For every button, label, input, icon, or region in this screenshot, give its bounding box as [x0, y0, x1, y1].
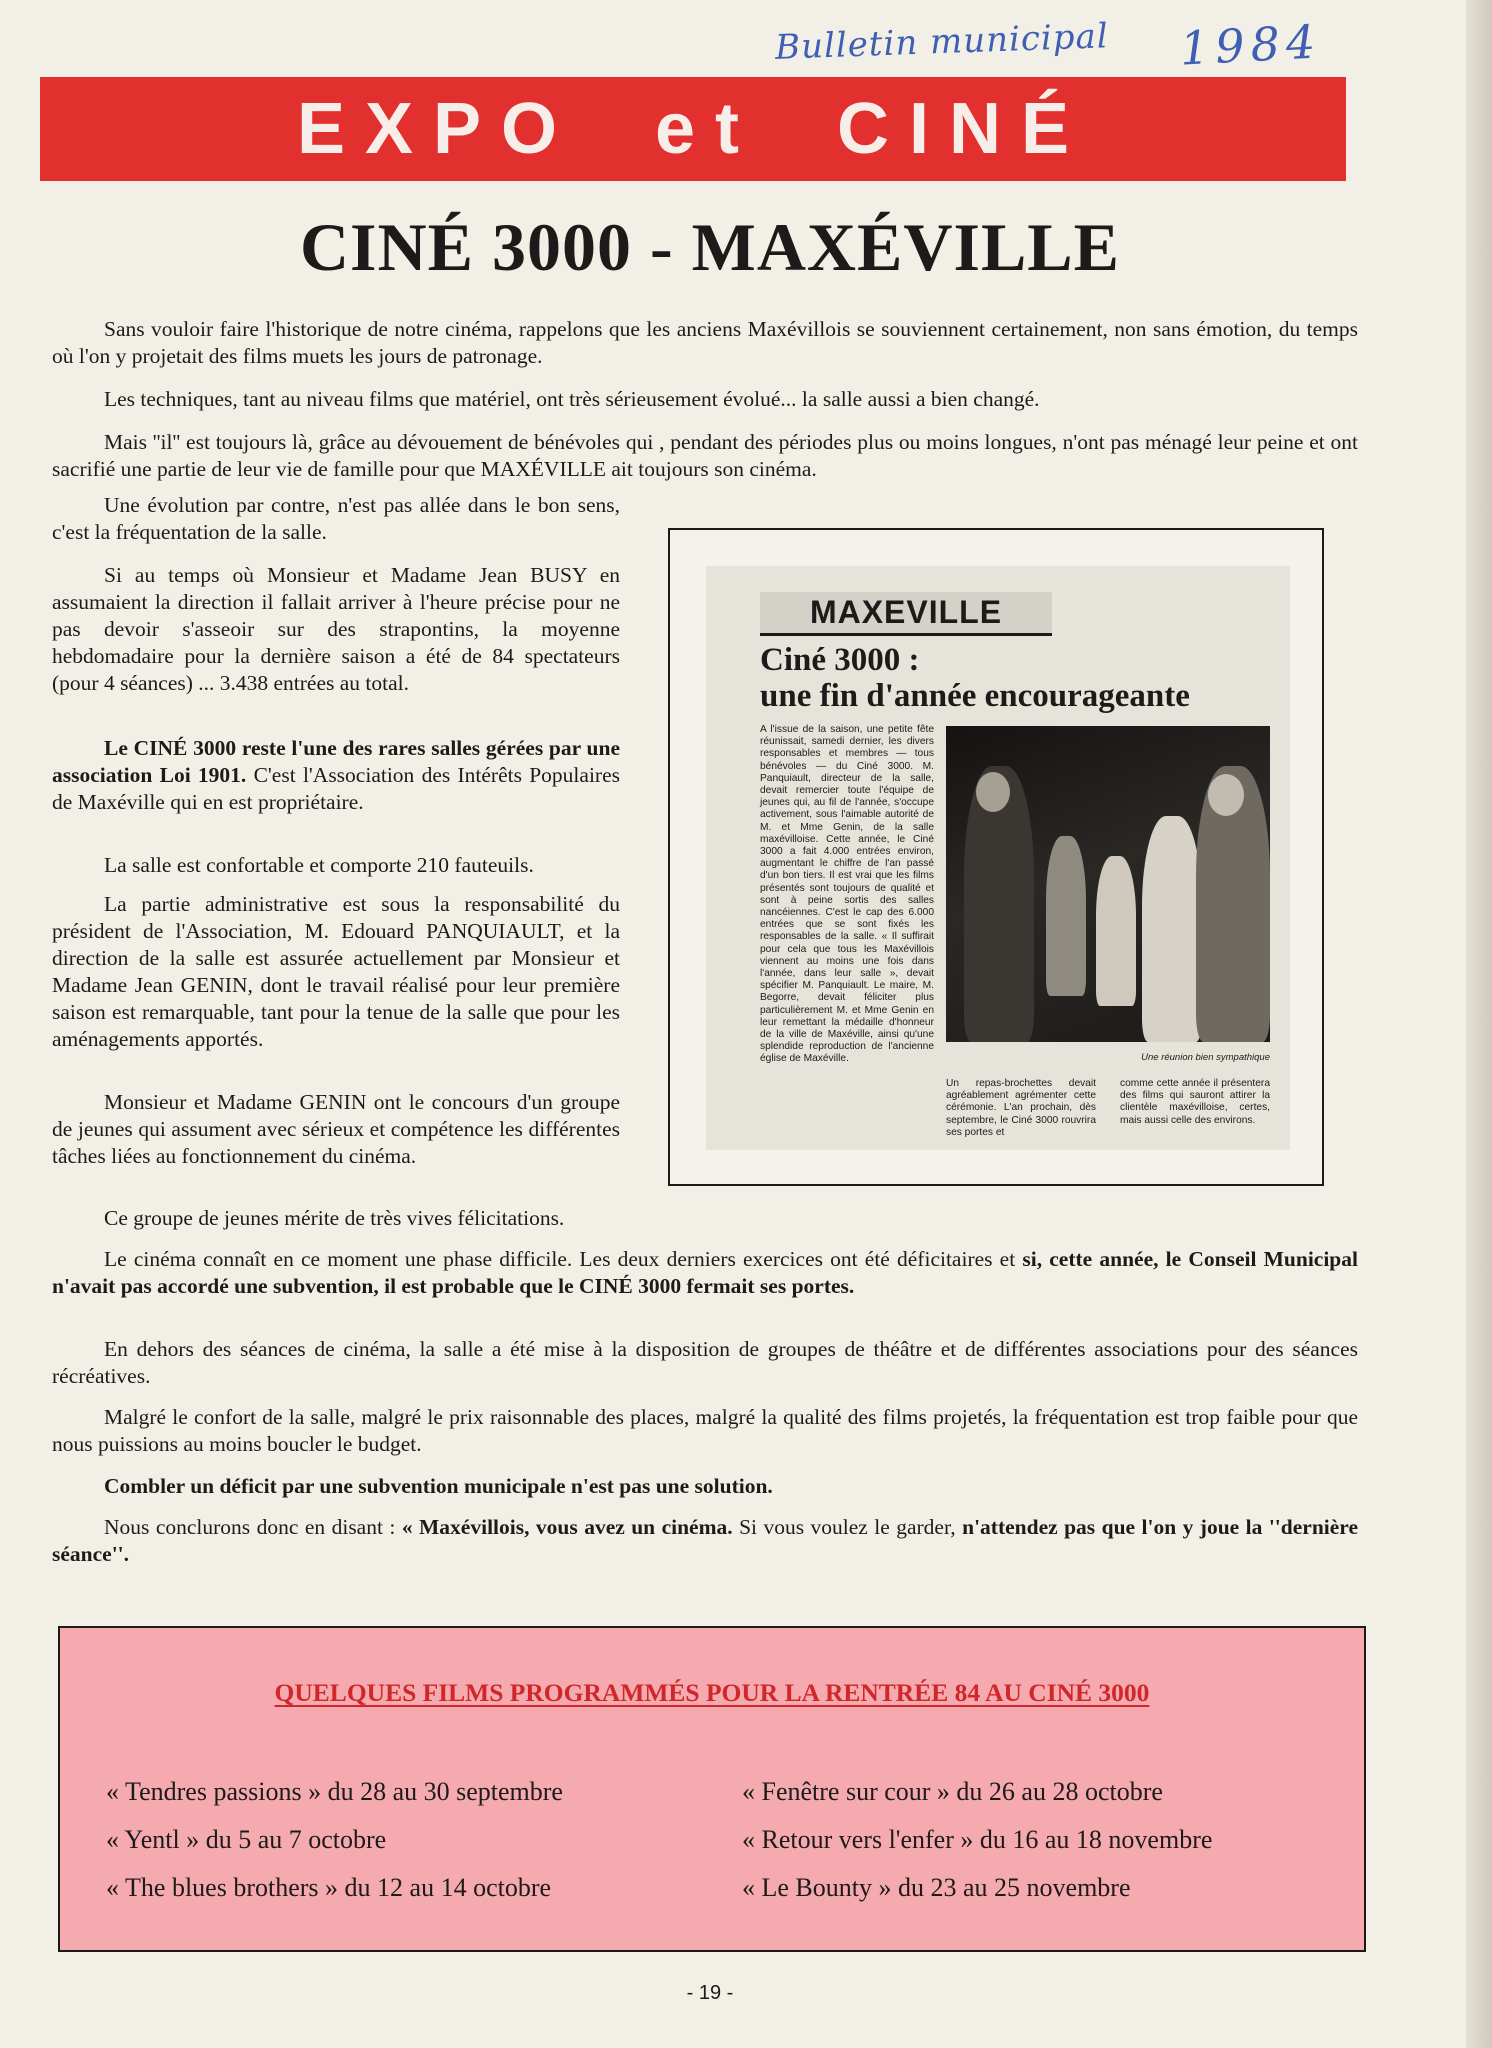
film-program-title [60, 1678, 1364, 1708]
conclusion-highlight-1: « Maxévillois, vous avez un cinéma. [401, 1515, 733, 1539]
film-list-left [106, 1768, 563, 1912]
paragraph-youth-group: Monsieur et Madame GENIN ont le concours d'un groupe de jeunes qui assument avec sérieux et compétence les différentes tâches liées au fonctionnement du cinéma. [52, 1090, 620, 1168]
film-item: « Retour vers l'enfer » du 16 au 18 novembre [742, 1825, 1213, 1854]
film-item: « Fenêtre sur cour » du 26 au 28 octobre [742, 1777, 1163, 1806]
paragraph-seats: La salle est confortable et comporte 210 fauteuils. [104, 853, 534, 877]
photo-face [1208, 774, 1244, 816]
paragraph-conclusion [52, 1514, 1358, 1568]
difficulties-text: Le cinéma connaît en ce moment une phase difficile. Les deux derniers exercices ont été déficitaires et [104, 1247, 1023, 1271]
paragraph-administration: La partie administrative est sous la responsabilité du président de l'Association, M. Edouard PANQUIAULT, et la direction de la salle est assurée actuellement par Monsieur et Madame Jean GENIN, dont le travail réalisé pour leur première saison est remarquable, tant pour la tenue de la salle que pour les aménagements apportés. [52, 892, 620, 1051]
page-edge [1466, 0, 1492, 2048]
section-banner [40, 77, 1346, 181]
paragraph-other-uses: En dehors des séances de cinéma, la salle a été mise à la disposition de groupes de théâtre et de différentes associations pour des séances récréatives. [52, 1337, 1358, 1388]
paragraph-deficit: Combler un déficit par une subvention municipale n'est pas une solution. [104, 1474, 773, 1498]
clipping-headline [760, 642, 1280, 714]
film-item: « Le Bounty » du 23 au 25 novembre [742, 1873, 1131, 1902]
film-item: « Tendres passions » du 28 au 30 septembre [106, 1777, 563, 1806]
conclusion-highlight-2: n'attendez pas que l'on y joue la ''dernière séance''. [52, 1515, 1358, 1566]
association-detail: C'est l'Association des Intérêts Populaires de Maxéville qui en est propriétaire. [52, 763, 620, 814]
film-list-right [742, 1768, 1212, 1912]
clipping-headline-line2: une fin d'année encourageante [760, 678, 1190, 714]
paragraph-budget: Malgré le confort de la salle, malgré le prix raisonnable des places, malgré la qualité des films projetés, la fréquentation est trop faible pour que nous puissions au moins boucler le budget. [52, 1405, 1358, 1456]
photo-figure [1142, 816, 1202, 1042]
film-program-box [58, 1626, 1366, 1952]
paragraph-history: Si au temps où Monsieur et Madame Jean BUSY en assumaient la direction il fallait arriver à l'heure précise pour ne pas devoir s'asseoir sur des strapontins, la moyenne hebdomadaire pour la dernière saison a été de 84 spectateurs (pour 4 séances) ... 3.438 entrées au total. [52, 563, 620, 695]
clipping-kicker: MAXEVILLE [760, 592, 1052, 636]
newspaper-clipping [668, 528, 1324, 1186]
page-number: - 19 - [686, 1982, 734, 2004]
paragraph-association [52, 735, 620, 816]
photo-face [976, 772, 1010, 812]
article-title: CINÉ 3000 - MAXÉVILLE [299, 209, 1121, 285]
clipping-column-2: Un repas-brochettes devait agréablement agrémenter cette cérémonie. L'an prochain, dès septembre, le Ciné 3000 rouvrira ses portes et [946, 1078, 1096, 1138]
film-program-title-text: QUELQUES FILMS PROGRAMMÉS POUR LA RENTRÉE 84 AU CINÉ 3000 [274, 1678, 1150, 1707]
film-item: « The blues brothers » du 12 au 14 octobre [106, 1873, 552, 1902]
handwritten-note: Bulletin municipal [774, 16, 1110, 68]
clipping-scan [706, 566, 1290, 1150]
photo-figure [1046, 836, 1086, 996]
paragraph-intro: Sans vouloir faire l'historique de notre cinéma, rappelons que les anciens Maxévillois se souviennent certainement, non sans émotion, du temps où l'on y projetait des films muets les jours de patronage. [52, 317, 1358, 368]
paragraph-volunteers: Mais ''il'' est toujours là, grâce au dévouement de bénévoles qui , pendant des périodes plus ou moins longues, n'ont pas ménagé leur peine et ont sacrifié une partie de leur vie de famille pour que MAXÉVILLE ait toujours son cinéma. [52, 430, 1358, 481]
banner-title: EXPO et CINÉ [296, 89, 1090, 169]
conclusion-middle: Si vous voulez le garder, [732, 1515, 963, 1539]
clipping-column-3: comme cette année il présentera des films qui sauront attirer la clientèle maxévilloise, certes, mais aussi celle des environs. [1120, 1078, 1270, 1126]
difficulties-highlight: si, cette année, le Conseil Municipal n'avait pas accordé une subvention, il est probable que le CINÉ 3000 fermait ses portes. [52, 1247, 1358, 1298]
photo-figure [1096, 856, 1136, 1006]
film-item: « Yentl » du 5 au 7 octobre [106, 1825, 387, 1854]
paragraph-difficulties [52, 1246, 1358, 1300]
clipping-headline-line1: Ciné 3000 : [760, 642, 920, 678]
paragraph-attendance: Une évolution par contre, n'est pas allée dans le bon sens, c'est la fréquentation de la salle. [52, 493, 620, 544]
photo-caption: Une réunion bien sympathique [1141, 1052, 1270, 1063]
conclusion-text: Nous conclurons donc en disant : [104, 1515, 402, 1539]
handwritten-year: 1984 [1178, 14, 1323, 76]
clipping-photo [946, 726, 1270, 1042]
paragraph-congratulations: Ce groupe de jeunes mérite de très vives félicitations. [104, 1206, 565, 1230]
association-highlight: Le CINÉ 3000 reste l'une des rares salles gérées par une association Loi 1901. [52, 736, 620, 787]
clipping-body: A l'issue de la saison, une petite fête réunissait, samedi dernier, les divers responsables et membres — tous bénévoles — du Ciné 3000. M. Panquiault, directeur de la salle, devait remercier toute l'équipe de jeunes qui, au fil de l'année, s'occupe activement, sous l'aimable autorité de M. et Mme Genin, de la salle maxévilloise. Cette année, le Ciné 3000 a fait 4.000 entrées environ, augmentant le chiffre de l'an passé d'un bon tiers. Il est vrai que les films présentés sont toujours de qualité et sont à peine sortis des salles nancéiennes. C'est le cap des 6.000 entrées que se sont fixés les responsables de la salle. « Il suffirait pour cela que tous les Maxévillois viennent au moins une fois dans l'année, dans leur salle », devait spécifier M. Panquiault. Le maire, M. Begorre, devait féliciter plus particulièrement M. et Mme Genin en leur remettant la médaille d'honneur de la ville de Maxéville, ainsi qu'une splendide reproduction de l'ancienne église de Maxéville. [760, 724, 934, 1065]
paragraph-techniques: Les techniques, tant au niveau films que matériel, ont très sérieusement évolué... la salle aussi a bien changé. [104, 387, 1040, 411]
